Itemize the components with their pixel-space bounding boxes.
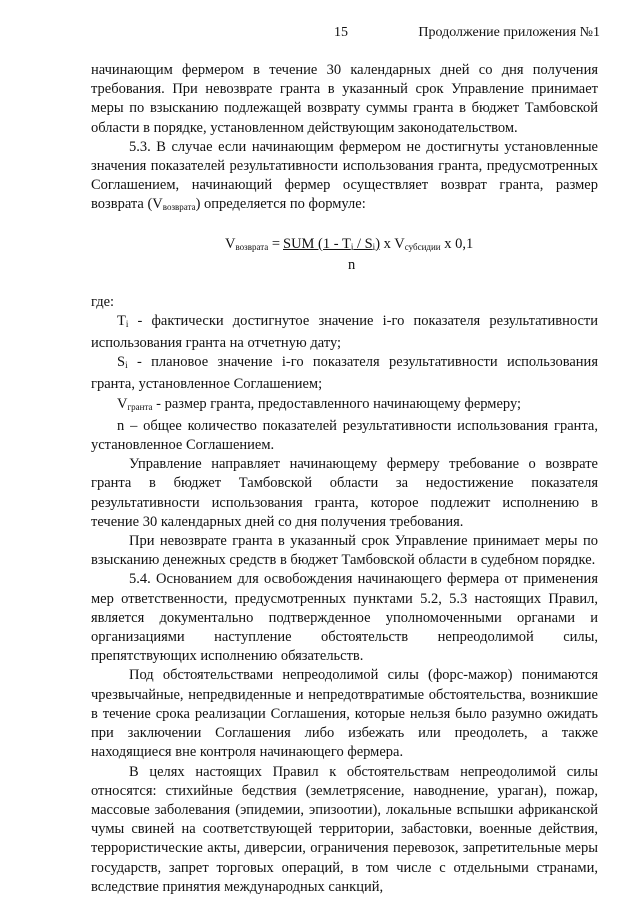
def-t-text: - фактически достигнутое значение i-го показателя результативности использования гранта на отчетную дату; — [91, 312, 598, 352]
paragraph-5-4: 5.4. Основанием для освобождения начинающего фермера от применения мер ответственности, предусмотренных пунктами 5.2, 5.3 настоящих Правил, является документально подтвержденное уполномоченными органами и организациями наступление обстоятельств непреодолимой силы, препятствующих исполнению обязательств. — [91, 571, 598, 665]
definition-t — [91, 312, 598, 353]
subscript-return: возврата — [162, 202, 196, 213]
paragraph-5-3-tail: ) определяется по формуле: — [195, 196, 366, 213]
paragraph-force-majeure-definition: Под обстоятельствами непреодолимой силы (форс-мажор) понимаются чрезвычайные, непредвиденные и непредотвратимые обстоятельства, возникшие в течение срока реализации Соглашения, которые нельзя было разумно ожидать при заключении Соглашения либо избежать или преодолеть, а также находящиеся вне контроля начинающего фермера. — [91, 667, 598, 761]
formula-ti-subscript: i — [350, 241, 354, 252]
formula-si-subscript: i — [372, 241, 376, 252]
formula-sum-text: SUM (1 - T — [283, 235, 351, 252]
paragraph-force-majeure-list: В целях настоящих Правил к обстоятельствам непреодолимой силы относятся: стихийные бедствия (землетрясение, наводнение, ураган), пожар, массовые заболевания (эпидемии, эпизоотии), локальные вспышки африканской чумы свиней на соответствующей территории, забастовки, военные действия, террористические акты, диверсии, ограничения перевозок, запретительные меры государств, запрет торговых операций, в том числе с отдельными странами, вследствие принятия международных санкций, — [91, 763, 598, 895]
formula-times-v: x V — [380, 235, 405, 252]
definition-n: n – общее количество показателей результативности использования гранта, установленное Соглашением. — [91, 417, 598, 454]
def-t-symbol: T — [117, 312, 126, 329]
return-formula — [91, 227, 598, 273]
paragraph-5-3 — [91, 138, 598, 218]
definition-v-grant — [91, 395, 598, 417]
formula-subsidy-subscript: субсидии — [404, 241, 441, 252]
def-v-text: - размер гранта, предоставленного начинающему фермеру; — [152, 395, 522, 412]
def-t-subscript: i — [125, 318, 129, 329]
formula-v-subscript: возврата — [235, 241, 269, 252]
paragraph-5-3-lead: 5.3. В случае если начинающим фермером не достигнуты установленные значения показателей результативности использования гранта, предусмотренных Соглашением, начинающий фермер осуществляет возврат гранта, размер возврата (V — [91, 138, 598, 213]
def-s-subscript: i — [125, 360, 128, 371]
paragraph-court-recovery: При невозврате гранта в указанный срок Управление принимает меры по взысканию денежных средств в бюджет Тамбовской области в судебном порядке. — [91, 533, 598, 569]
formula-denominator: n — [348, 256, 356, 273]
appendix-continuation-label: Продолжение приложения №1 — [418, 25, 600, 40]
formula-slash: / S — [353, 235, 373, 252]
formula-equals: = — [268, 235, 281, 252]
def-s-text: - плановое значение i-го показателя результативности использования гранта, установленное Соглашением; — [91, 354, 598, 393]
page-number: 15 — [334, 25, 348, 40]
formula-v-symbol: V — [225, 235, 236, 252]
def-s-symbol: S — [117, 354, 126, 371]
definition-s — [91, 353, 598, 394]
def-v-symbol: V — [117, 395, 128, 412]
document-body — [91, 61, 598, 897]
paragraph-return-demand: Управление направляет начинающему фермеру требование о возврате гранта в бюджет Тамбовской области за недостижение показателя результативности использования гранта, которое подлежит исполнению в течение 30 календарных дней со дня получения требования. — [91, 456, 598, 530]
def-v-subscript: гранта — [127, 401, 153, 412]
paragraph-grant-return-deadline: начинающим фермером в течение 30 календарных дней со дня получения требования. При невозврате гранта в указанный срок Управление принимает меры по взысканию подлежащей возврату суммы гранта в бюджет Тамбовской области в порядке, установленном действующим законодательством. — [91, 62, 598, 136]
formula-sum-part — [283, 236, 380, 252]
formula-lhs — [225, 235, 280, 257]
formula-coefficient: x 0,1 — [440, 235, 474, 252]
formula-numerator — [283, 235, 473, 257]
formula-close-paren: ) — [375, 235, 381, 252]
where-label: где: — [91, 293, 115, 310]
